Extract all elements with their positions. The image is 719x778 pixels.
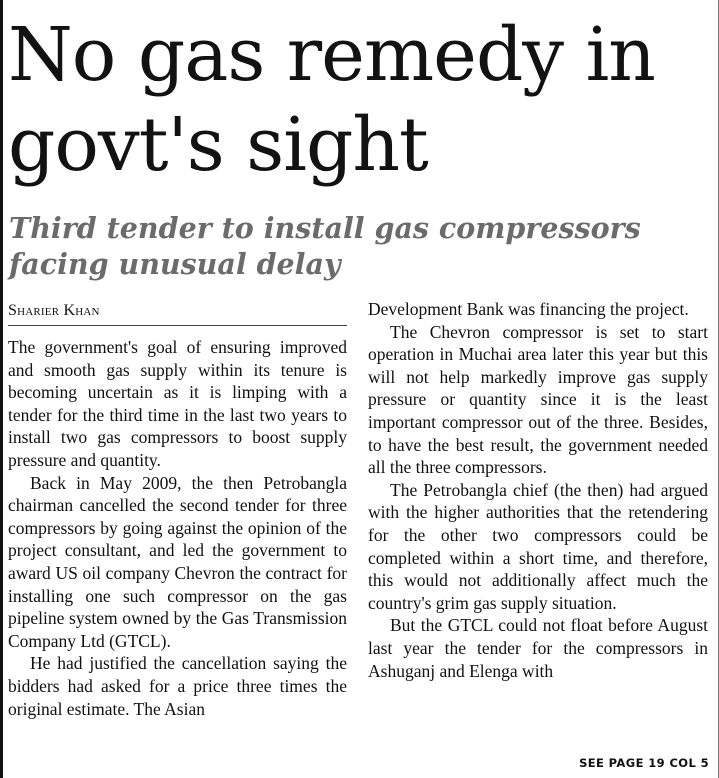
paragraph: The Chevron compressor is set to start operation in Muchai area later this year but this will not help markedly improve gas supply pressure or quantity since it is the least important compressor out of the three. Besides, to have the best result, the government needed all the three compressors.	[368, 321, 708, 478]
paragraph: But the GTCL could not float before August last year the tender for the compressors in Ashuganj and Elenga with	[368, 615, 708, 681]
left-rule	[0, 0, 3, 778]
headline: No gas remedy in govt's sight	[8, 12, 655, 188]
paragraph: The government's goal of ensuring improved and smooth gas supply within its tenure is becoming uncertain as it is limping with a tender for the third time in the last two years to install two gas compressors to boost supply pressure and quantity.	[8, 337, 347, 470]
right-column	[368, 298, 708, 682]
paragraph: Development Bank was financing the project.	[368, 299, 689, 319]
paragraph: Back in May 2009, the then Petrobangla chairman cancelled the second tender for three compressors by going against the opinion of the project consultant, and led the government to award US oil company Chevron the contract for installing one such compressor on the gas pipeline system owned by the Gas Transmission Company Ltd (GTCL).	[8, 472, 347, 651]
left-column	[8, 336, 347, 720]
byline: Sharier Khan	[8, 301, 347, 326]
paragraph: He had justified the cancellation saying the bidders had asked for a price three times the original estimate. The Asian	[8, 653, 347, 719]
paragraph: The Petrobangla chief (the then) had argued with the higher authorities that the retendering for the other two compressors could be completed within a short time, and therefore, this would not additionally affect much the country's grim gas supply situation.	[368, 479, 708, 613]
subhead: Third tender to install gas compressors facing unusual delay	[9, 211, 641, 281]
continued-on-page-line: SEE PAGE 19 COL 5	[579, 756, 709, 770]
